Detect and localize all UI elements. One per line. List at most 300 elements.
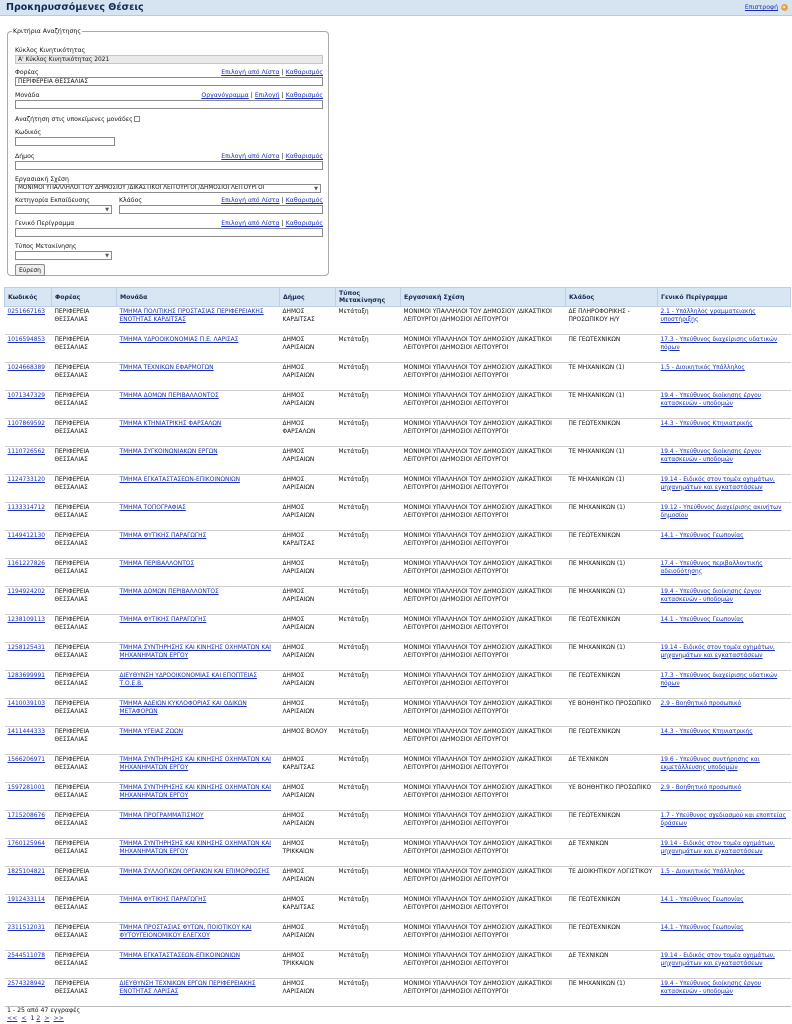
- dimos-select-from-list-link[interactable]: Επιλογή από Λίστα: [221, 153, 280, 160]
- cell-monada-link[interactable]: ΤΜΗΜΑ ΣΥΝΤΗΡΗΣΗΣ ΚΑΙ ΚΙΝΗΣΗΣ ΟΧΗΜΑΤΩΝ ΚΑΙ ΜΗΧΑΝΗΜΑΤΩΝ ΕΡΓΟΥ: [119, 757, 271, 771]
- cell-geniko-link[interactable]: 17.3 - Υπεύθυνος διαχείρισης υδατικών πόρων: [660, 673, 778, 687]
- cell-geniko-link[interactable]: 14.1 - Υπεύθυνος Γεωπονίας: [660, 617, 744, 623]
- cell-monada: [117, 475, 280, 503]
- cell-monada: [117, 783, 280, 811]
- cell-monada-link[interactable]: ΤΜΗΜΑ ΦΥΤΙΚΗΣ ΠΑΡΑΓΩΓΗΣ: [119, 897, 207, 903]
- cell-geniko: [658, 951, 791, 979]
- cell-typos: Μετάταξη: [336, 363, 401, 391]
- cell-geniko: [658, 755, 791, 783]
- cell-kodikos-link[interactable]: 1071347329: [7, 393, 45, 399]
- cell-geniko: [658, 363, 791, 391]
- monada-clear-link[interactable]: Καθαρισμός: [285, 92, 323, 99]
- cell-ergasiaki: ΜΟΝΙΜΟΙ ΥΠΑΛΛΗΛΟΙ ΤΟΥ ΔΗΜΟΣΙΟΥ /ΔΙΚΑΣΤΙΚΟΙ ΛΕΙΤΟΥΡΓΟΙ /ΔΗΜΟΣΙΟΙ ΛΕΙΤΟΥΡΓΟΙ: [401, 531, 566, 559]
- column-header-dimos[interactable]: Δήμος: [280, 288, 336, 307]
- cell-ergasiaki: ΜΟΝΙΜΟΙ ΥΠΑΛΛΗΛΟΙ ΤΟΥ ΔΗΜΟΣΙΟΥ /ΔΙΚΑΣΤΙΚΟΙ ΛΕΙΤΟΥΡΓΟΙ /ΔΗΜΟΣΙΟΙ ΛΕΙΤΟΥΡΓΟΙ: [401, 615, 566, 643]
- cell-monada-link[interactable]: ΤΜΗΜΑ ΣΥΝΤΗΡΗΣΗΣ ΚΑΙ ΚΙΝΗΣΗΣ ΟΧΗΜΑΤΩΝ ΚΑΙ ΜΗΧΑΝΗΜΑΤΩΝ ΕΡΓΟΥ: [119, 645, 271, 659]
- cell-ergasiaki: ΜΟΝΙΜΟΙ ΥΠΑΛΛΗΛΟΙ ΤΟΥ ΔΗΜΟΣΙΟΥ /ΔΙΚΑΣΤΙΚΟΙ ΛΕΙΤΟΥΡΓΟΙ /ΔΗΜΟΣΙΟΙ ΛΕΙΤΟΥΡΓΟΙ: [401, 587, 566, 615]
- cell-geniko: [658, 867, 791, 895]
- column-header-monada[interactable]: Μονάδα: [117, 288, 280, 307]
- cell-monada: [117, 699, 280, 727]
- klados-clear-link[interactable]: Καθαρισμός: [285, 197, 323, 204]
- chevron-down-icon: ▼: [105, 253, 109, 259]
- cell-monada-link[interactable]: ΤΜΗΜΑ ΠΡΟΣΤΑΣΙΑΣ ΦΥΤΩΝ, ΠΟΙΟΤΙΚΟΥ ΚΑΙ ΦΥΤΟΥΓΕΙΟΝΟΜΙΚΟΥ ΕΛΕΓΧΟΥ: [119, 925, 252, 939]
- cell-monada: [117, 951, 280, 979]
- cell-monada-link[interactable]: ΤΜΗΜΑ ΦΥΤΙΚΗΣ ΠΑΡΑΓΩΓΗΣ: [119, 533, 207, 539]
- foreas-clear-link[interactable]: Καθαρισμός: [285, 69, 323, 76]
- cell-geniko: [658, 671, 791, 699]
- monada-label: Μονάδα: [15, 92, 40, 99]
- cell-typos: Μετάταξη: [336, 503, 401, 531]
- foreas-select-from-list-link[interactable]: Επιλογή από Λίστα: [221, 69, 280, 76]
- cell-foreas: ΠΕΡΙΦΕΡΕΙΑ ΘΕΣΣΑΛΙΑΣ: [52, 531, 117, 559]
- cell-ergasiaki: ΜΟΝΙΜΟΙ ΥΠΑΛΛΗΛΟΙ ΤΟΥ ΔΗΜΟΣΙΟΥ /ΔΙΚΑΣΤΙΚΟΙ ΛΕΙΤΟΥΡΓΟΙ /ΔΗΜΟΣΙΟΙ ΛΕΙΤΟΥΡΓΟΙ: [401, 811, 566, 839]
- cell-monada-link[interactable]: ΤΜΗΜΑ ΠΕΡΙΒΑΛΛΟΝΤΟΣ: [119, 561, 195, 567]
- table-row: [5, 867, 791, 895]
- cell-kodikos-link[interactable]: 1283699991: [7, 673, 45, 679]
- cell-geniko-link[interactable]: 14.1 - Υπεύθυνος Γεωπονίας: [660, 897, 744, 903]
- cell-foreas: ΠΕΡΙΦΕΡΕΙΑ ΘΕΣΣΑΛΙΑΣ: [52, 475, 117, 503]
- cell-monada: [117, 755, 280, 783]
- cell-kodikos-link[interactable]: 1194924202: [7, 589, 45, 595]
- table-row: [5, 979, 791, 1007]
- cell-geniko-link[interactable]: 14.3 - Υπεύθυνος Κτηνιατρικής: [660, 421, 753, 427]
- back-link-label[interactable]: Επιστροφή: [744, 4, 778, 11]
- cell-typos: Μετάταξη: [336, 923, 401, 951]
- cell-kodikos-link[interactable]: 1411444333: [7, 729, 45, 735]
- cell-kodikos-link[interactable]: 1016594853: [7, 337, 45, 343]
- cell-monada-link[interactable]: ΤΜΗΜΑ ΣΥΝΤΗΡΗΣΗΣ ΚΑΙ ΚΙΝΗΣΗΣ ΟΧΗΜΑΤΩΝ ΚΑΙ ΜΗΧΑΝΗΜΑΤΩΝ ΕΡΓΟΥ: [119, 785, 271, 799]
- cell-dimos: ΔΗΜΟΣ ΤΡΙΚΚΑΙΩΝ: [280, 951, 336, 979]
- cell-kodikos-link[interactable]: 1760125964: [7, 841, 45, 847]
- dimos-input[interactable]: [15, 161, 323, 170]
- cell-klados: ΠΕ ΜΗΧΑΝΙΚΩΝ (1): [566, 503, 658, 531]
- cell-geniko: [658, 839, 791, 867]
- cell-geniko: [658, 475, 791, 503]
- cell-ergasiaki: ΜΟΝΙΜΟΙ ΥΠΑΛΛΗΛΟΙ ΤΟΥ ΔΗΜΟΣΙΟΥ /ΔΙΚΑΣΤΙΚΟΙ ΛΕΙΤΟΥΡΓΟΙ /ΔΗΜΟΣΙΟΙ ΛΕΙΤΟΥΡΓΟΙ: [401, 755, 566, 783]
- cell-geniko-link[interactable]: 19.14 - Ειδικός στον τομέα οχημάτων, μηχανημάτων και εγκαταστάσεων: [660, 645, 775, 659]
- separator: |: [250, 92, 253, 99]
- separator: |: [281, 197, 284, 204]
- cell-geniko-link[interactable]: 17.4 - Υπεύθυνος περιβαλλοντικής αδειοδότησης: [660, 561, 763, 575]
- cell-klados: ΠΕ ΓΕΩΤΕΧΝΙΚΩΝ: [566, 615, 658, 643]
- cell-monada: [117, 559, 280, 587]
- typos-label: Τύπος Μετακίνησης: [15, 243, 77, 250]
- page-header: [0, 0, 792, 16]
- cell-geniko: [658, 895, 791, 923]
- table-row: [5, 419, 791, 447]
- cell-kodikos: [5, 755, 52, 783]
- klados-links: [221, 197, 323, 204]
- cell-geniko-link[interactable]: 14.3 - Υπεύθυνος Κτηνιατρικής: [660, 729, 753, 735]
- cell-monada-link[interactable]: ΤΜΗΜΑ ΥΔΡΟΟΙΚΟΝΟΜΙΑΣ Π.Ε. ΛΑΡΙΣΑΣ: [119, 337, 239, 343]
- cell-geniko-link[interactable]: 2.1 - Υπάλληλος γραμματειακής υποστήριξης: [660, 309, 756, 323]
- pager-page-2[interactable]: 2: [36, 1015, 41, 1022]
- monada-org-chart-link[interactable]: Οργανόγραμμα: [201, 92, 249, 99]
- cell-kodikos: [5, 307, 52, 335]
- cell-geniko-link[interactable]: 19.14 - Ειδικός στον τομέα οχημάτων, μηχανημάτων και εγκαταστάσεων: [660, 477, 775, 491]
- cell-geniko-link[interactable]: 19.14 - Ειδικός στον τομέα οχημάτων, μηχανημάτων και εγκαταστάσεων: [660, 953, 775, 967]
- table-row: [5, 727, 791, 755]
- cell-geniko-link[interactable]: 19.4 - Υπεύθυνος διοίκησης έργου κατασκευών - υποδομών: [660, 981, 762, 995]
- cell-kodikos-link[interactable]: 1149412130: [7, 533, 45, 539]
- foreas-input[interactable]: ΠΕΡΙΦΕΡΕΙΑ ΘΕΣΣΑΛΙΑΣ: [15, 77, 323, 86]
- table-row: [5, 811, 791, 839]
- foreas-label: Φορέας: [15, 69, 39, 76]
- cell-klados: ΤΕ ΜΗΧΑΝΙΚΩΝ (1): [566, 363, 658, 391]
- back-arrow-icon: [781, 4, 788, 11]
- cell-monada-link[interactable]: ΤΜΗΜΑ ΕΓΚΑΤΑΣΤΑΣΕΩΝ-ΕΠΙΚΟΙΝΩΝΙΩΝ: [119, 477, 241, 483]
- cell-geniko: [658, 419, 791, 447]
- cell-geniko: [658, 307, 791, 335]
- monada-links: [201, 92, 323, 99]
- cell-foreas: ΠΕΡΙΦΕΡΕΙΑ ΘΕΣΣΑΛΙΑΣ: [52, 783, 117, 811]
- cell-kodikos-link[interactable]: 1825104821: [7, 869, 45, 875]
- cell-ergasiaki: ΜΟΝΙΜΟΙ ΥΠΑΛΛΗΛΟΙ ΤΟΥ ΔΗΜΟΣΙΟΥ /ΔΙΚΑΣΤΙΚΟΙ ΛΕΙΤΟΥΡΓΟΙ /ΔΗΜΟΣΙΟΙ ΛΕΙΤΟΥΡΓΟΙ: [401, 307, 566, 335]
- cell-foreas: ΠΕΡΙΦΕΡΕΙΑ ΘΕΣΣΑΛΙΑΣ: [52, 811, 117, 839]
- cell-geniko-link[interactable]: 2.9 - Βοηθητικό προσωπικό: [660, 701, 742, 707]
- cell-typos: Μετάταξη: [336, 951, 401, 979]
- cell-foreas: ΠΕΡΙΦΕΡΕΙΑ ΘΕΣΣΑΛΙΑΣ: [52, 363, 117, 391]
- cell-monada: [117, 335, 280, 363]
- cell-foreas: ΠΕΡΙΦΕΡΕΙΑ ΘΕΣΣΑΛΙΑΣ: [52, 727, 117, 755]
- column-header-typos[interactable]: Τύπος Μετακίνησης: [336, 288, 401, 307]
- cell-monada-link[interactable]: ΤΜΗΜΑ ΔΟΜΩΝ ΠΕΡΙΒΑΛΛΟΝΤΟΣ: [119, 393, 219, 399]
- cell-monada-link[interactable]: ΤΜΗΜΑ ΤΟΠΟΓΡΑΦΙΑΣ: [119, 505, 186, 511]
- cell-kodikos: [5, 531, 52, 559]
- cell-kodikos-link[interactable]: 1110726562: [7, 449, 45, 455]
- results-summary: 1 - 25 από 47 εγγραφές: [7, 1007, 81, 1014]
- table-row: [5, 391, 791, 419]
- sub-units-label: Αναζήτηση στις υποκείμενες μονάδες: [15, 116, 133, 123]
- cell-kodikos-link[interactable]: 1410039103: [7, 701, 45, 707]
- cell-geniko: [658, 447, 791, 475]
- cell-geniko: [658, 783, 791, 811]
- cell-dimos: ΔΗΜΟΣ ΚΑΡΔΙΤΣΑΣ: [280, 307, 336, 335]
- cell-klados: ΠΕ ΓΕΩΤΕΧΝΙΚΩΝ: [566, 727, 658, 755]
- cell-kodikos: [5, 335, 52, 363]
- cell-geniko-link[interactable]: 19.4 - Υπεύθυνος διοίκησης έργου κατασκευών - υποδομών: [660, 589, 762, 603]
- cell-klados: ΔΕ ΠΛΗΡΟΦΟΡΙΚΗΣ - ΠΡΟΣΩΠΙΚΟΥ Η/Υ: [566, 307, 658, 335]
- column-header-klados[interactable]: Κλάδος: [566, 288, 658, 307]
- cell-monada-link[interactable]: ΤΜΗΜΑ ΥΓΕΙΑΣ ΖΩΩΝ: [119, 729, 184, 735]
- pager-prev[interactable]: <: [21, 1015, 27, 1022]
- cell-foreas: ΠΕΡΙΦΕΡΕΙΑ ΘΕΣΣΑΛΙΑΣ: [52, 979, 117, 1007]
- chevron-down-icon: ▼: [105, 207, 109, 213]
- cell-kodikos-link[interactable]: 1566206971: [7, 757, 45, 763]
- cell-typos: Μετάταξη: [336, 699, 401, 727]
- cell-dimos: ΔΗΜΟΣ ΚΑΡΔΙΤΣΑΣ: [280, 755, 336, 783]
- ergasiaki-select[interactable]: [15, 184, 321, 193]
- cell-geniko: [658, 391, 791, 419]
- cell-klados: ΠΕ ΜΗΧΑΝΙΚΩΝ (1): [566, 587, 658, 615]
- cell-kodikos: [5, 979, 52, 1007]
- search-criteria-panel: [7, 28, 329, 276]
- cell-kodikos: [5, 503, 52, 531]
- cell-monada-link[interactable]: ΤΜΗΜΑ ΕΓΚΑΤΑΣΤΑΣΕΩΝ-ΕΠΙΚΟΙΝΩΝΙΩΝ: [119, 953, 241, 959]
- geniko-clear-link[interactable]: Καθαρισμός: [285, 220, 323, 227]
- cell-dimos: ΔΗΜΟΣ ΛΑΡΙΣΑΙΩΝ: [280, 475, 336, 503]
- geniko-select-from-list-link[interactable]: Επιλογή από Λίστα: [221, 220, 280, 227]
- cell-kodikos: [5, 391, 52, 419]
- cell-kodikos-link[interactable]: 1238109113: [7, 617, 45, 623]
- cell-geniko: [658, 923, 791, 951]
- cell-foreas: ΠΕΡΙΦΕΡΕΙΑ ΘΕΣΣΑΛΙΑΣ: [52, 671, 117, 699]
- cell-klados: ΥΕ ΒΟΗΘΗΤΙΚΟ ΠΡΟΣΩΠΙΚΟ: [566, 699, 658, 727]
- cell-dimos: ΔΗΜΟΣ ΛΑΡΙΣΑΙΩΝ: [280, 587, 336, 615]
- table-row: [5, 699, 791, 727]
- sub-units-checkbox[interactable]: [134, 116, 140, 122]
- separator: |: [281, 92, 284, 99]
- cell-ergasiaki: ΜΟΝΙΜΟΙ ΥΠΑΛΛΗΛΟΙ ΤΟΥ ΔΗΜΟΣΙΟΥ /ΔΙΚΑΣΤΙΚΟΙ ΛΕΙΤΟΥΡΓΟΙ /ΔΗΜΟΣΙΟΙ ΛΕΙΤΟΥΡΓΟΙ: [401, 335, 566, 363]
- pager-last[interactable]: >>: [53, 1015, 64, 1022]
- search-button[interactable]: Εύρεση: [15, 264, 45, 276]
- cell-monada: [117, 587, 280, 615]
- cell-typos: Μετάταξη: [336, 839, 401, 867]
- cell-kodikos-link[interactable]: 1258125431: [7, 645, 45, 651]
- cell-monada: [117, 363, 280, 391]
- cell-ergasiaki: ΜΟΝΙΜΟΙ ΥΠΑΛΛΗΛΟΙ ΤΟΥ ΔΗΜΟΣΙΟΥ /ΔΙΚΑΣΤΙΚΟΙ ΛΕΙΤΟΥΡΓΟΙ /ΔΗΜΟΣΙΟΙ ΛΕΙΤΟΥΡΓΟΙ: [401, 419, 566, 447]
- table-row: [5, 363, 791, 391]
- pager-first[interactable]: <<: [7, 1015, 18, 1022]
- cell-typos: Μετάταξη: [336, 475, 401, 503]
- cell-monada-link[interactable]: ΤΜΗΜΑ ΔΟΜΩΝ ΠΕΡΙΒΑΛΛΟΝΤΟΣ: [119, 589, 219, 595]
- cell-monada-link[interactable]: ΤΜΗΜΑ ΤΕΧΝΙΚΩΝ ΕΦΑΡΜΟΓΩΝ: [119, 365, 214, 371]
- cell-dimos: ΔΗΜΟΣ ΛΑΡΙΣΑΙΩΝ: [280, 447, 336, 475]
- cell-typos: Μετάταξη: [336, 335, 401, 363]
- table-row: [5, 531, 791, 559]
- cell-typos: Μετάταξη: [336, 671, 401, 699]
- cell-monada: [117, 307, 280, 335]
- cell-geniko: [658, 727, 791, 755]
- back-link[interactable]: [745, 4, 788, 11]
- cell-geniko: [658, 531, 791, 559]
- cell-monada: [117, 727, 280, 755]
- separator: |: [281, 69, 284, 76]
- cell-dimos: ΔΗΜΟΣ ΛΑΡΙΣΑΙΩΝ: [280, 979, 336, 1007]
- cell-typos: Μετάταξη: [336, 419, 401, 447]
- table-row: [5, 587, 791, 615]
- cell-dimos: ΔΗΜΟΣ ΤΡΙΚΚΑΙΩΝ: [280, 839, 336, 867]
- cell-ergasiaki: ΜΟΝΙΜΟΙ ΥΠΑΛΛΗΛΟΙ ΤΟΥ ΔΗΜΟΣΙΟΥ /ΔΙΚΑΣΤΙΚΟΙ ΛΕΙΤΟΥΡΓΟΙ /ΔΗΜΟΣΙΟΙ ΛΕΙΤΟΥΡΓΟΙ: [401, 923, 566, 951]
- column-header-geniko[interactable]: Γενικό Περίγραμμα: [658, 288, 791, 307]
- cell-typos: Μετάταξη: [336, 727, 401, 755]
- cell-geniko-link[interactable]: 14.1 - Υπεύθυνος Γεωπονίας: [660, 925, 744, 931]
- cell-foreas: ΠΕΡΙΦΕΡΕΙΑ ΘΕΣΣΑΛΙΑΣ: [52, 447, 117, 475]
- cell-dimos: ΔΗΜΟΣ ΛΑΡΙΣΑΙΩΝ: [280, 363, 336, 391]
- cell-monada-link[interactable]: ΤΜΗΜΑ ΣΥΛΛΟΓΙΚΩΝ ΟΡΓΑΝΩΝ ΚΑΙ ΕΠΙΜΟΡΦΩΣΗΣ: [119, 869, 270, 875]
- klados-select-from-list-link[interactable]: Επιλογή από Λίστα: [221, 197, 280, 204]
- column-header-ergasiaki[interactable]: Εργασιακή Σχέση: [401, 288, 566, 307]
- cell-ergasiaki: ΜΟΝΙΜΟΙ ΥΠΑΛΛΗΛΟΙ ΤΟΥ ΔΗΜΟΣΙΟΥ /ΔΙΚΑΣΤΙΚΟΙ ΛΕΙΤΟΥΡΓΟΙ /ΔΗΜΟΣΙΟΙ ΛΕΙΤΟΥΡΓΟΙ: [401, 895, 566, 923]
- cell-dimos: ΔΗΜΟΣ ΛΑΡΙΣΑΙΩΝ: [280, 643, 336, 671]
- cell-klados: ΠΕ ΓΕΩΤΕΧΝΙΚΩΝ: [566, 335, 658, 363]
- cell-kodikos: [5, 951, 52, 979]
- cell-dimos: ΔΗΜΟΣ ΛΑΡΙΣΑΙΩΝ: [280, 867, 336, 895]
- cell-klados: ΠΕ ΓΕΩΤΕΧΝΙΚΩΝ: [566, 811, 658, 839]
- cell-kodikos-link[interactable]: 2574328942: [7, 981, 45, 987]
- dimos-label: Δήμος: [15, 153, 35, 160]
- cell-dimos: ΔΗΜΟΣ ΚΑΡΔΙΤΣΑΣ: [280, 895, 336, 923]
- column-header-foreas[interactable]: Φορέας: [52, 288, 117, 307]
- klados-input[interactable]: [119, 205, 323, 214]
- table-row: [5, 839, 791, 867]
- cell-geniko: [658, 335, 791, 363]
- cell-geniko-link[interactable]: 1.5 - Διοικητικός Υπάλληλος: [660, 869, 745, 875]
- cell-kodikos-link[interactable]: 1124733120: [7, 477, 45, 483]
- cell-klados: ΤΕ ΜΗΧΑΝΙΚΩΝ (1): [566, 475, 658, 503]
- cell-ergasiaki: ΜΟΝΙΜΟΙ ΥΠΑΛΛΗΛΟΙ ΤΟΥ ΔΗΜΟΣΙΟΥ /ΔΙΚΑΣΤΙΚΟΙ ΛΕΙΤΟΥΡΓΟΙ /ΔΗΜΟΣΙΟΙ ΛΕΙΤΟΥΡΓΟΙ: [401, 671, 566, 699]
- cell-monada: [117, 419, 280, 447]
- separator: |: [281, 220, 284, 227]
- cell-klados: ΠΕ ΓΕΩΤΕΧΝΙΚΩΝ: [566, 419, 658, 447]
- cell-typos: Μετάταξη: [336, 643, 401, 671]
- pager-next[interactable]: >: [44, 1015, 50, 1022]
- cell-monada: [117, 671, 280, 699]
- cell-monada-link[interactable]: ΤΜΗΜΑ ΦΥΤΙΚΗΣ ΠΑΡΑΓΩΓΗΣ: [119, 617, 207, 623]
- cell-geniko-link[interactable]: 19.6 - Υπεύθυνος συντήρησης και εκμετάλλευσης υποδομών: [660, 757, 760, 771]
- cell-klados: ΤΕ ΜΗΧΑΝΙΚΩΝ (1): [566, 391, 658, 419]
- cell-dimos: ΔΗΜΟΣ ΛΑΡΙΣΑΙΩΝ: [280, 503, 336, 531]
- cell-dimos: ΔΗΜΟΣ ΛΑΡΙΣΑΙΩΝ: [280, 811, 336, 839]
- cell-klados: ΤΕ ΔΙΟΙΚΗΤΙΚΟΥ ΛΟΓΙΣΤΙΚΟΥ: [566, 867, 658, 895]
- monada-select-link[interactable]: Επιλογή: [254, 92, 280, 99]
- cell-dimos: ΔΗΜΟΣ ΛΑΡΙΣΑΙΩΝ: [280, 671, 336, 699]
- table-row: [5, 503, 791, 531]
- ergasiaki-selected-value: ΜΟΝΙΜΟΙ ΥΠΑΛΛΗΛΟΙ ΤΟΥ ΔΗΜΟΣΙΟΥ /ΔΙΚΑΣΤΙΚΟΙ ΛΕΙΤΟΥΡΓΟΙ /ΔΗΜΟΣΙΟΙ ΛΕΙΤΟΥΡΓΟΙ: [18, 185, 265, 191]
- cell-monada-link[interactable]: ΔΙΕΥΘΥΝΣΗ ΥΔΡΟΟΙΚΟΝΟΜΙΑΣ ΚΑΙ ΕΠΟΠΤΕΙΑΣ Τ.Ο.Ε.Β.: [119, 673, 257, 687]
- cell-geniko-link[interactable]: 17.3 - Υπεύθυνος διαχείρισης υδατικών πόρων: [660, 337, 778, 351]
- cell-geniko-link[interactable]: 19.14 - Ειδικός στον τομέα οχημάτων, μηχανημάτων και εγκαταστάσεων: [660, 841, 775, 855]
- table-row: [5, 307, 791, 335]
- monada-input[interactable]: [15, 100, 323, 109]
- cell-geniko: [658, 643, 791, 671]
- cell-monada: [117, 979, 280, 1007]
- cycle-label: Κύκλος Κινητικότητας: [15, 47, 86, 54]
- cell-geniko-link[interactable]: 1.7 - Υπεύθυνος σχεδιασμού και εποπτείας δράσεων: [660, 813, 787, 827]
- cell-geniko-link[interactable]: 19.4 - Υπεύθυνος διοίκησης έργου κατασκευών - υποδομών: [660, 393, 762, 407]
- pager-current-page: 1: [30, 1015, 35, 1022]
- table-row: [5, 671, 791, 699]
- cell-kodikos-link[interactable]: 2311512031: [7, 925, 45, 931]
- cell-monada: [117, 867, 280, 895]
- table-row: [5, 783, 791, 811]
- cell-kodikos: [5, 559, 52, 587]
- cell-ergasiaki: ΜΟΝΙΜΟΙ ΥΠΑΛΛΗΛΟΙ ΤΟΥ ΔΗΜΟΣΙΟΥ /ΔΙΚΑΣΤΙΚΟΙ ΛΕΙΤΟΥΡΓΟΙ /ΔΗΜΟΣΙΟΙ ΛΕΙΤΟΥΡΓΟΙ: [401, 475, 566, 503]
- cell-monada: [117, 447, 280, 475]
- kodikos-input[interactable]: [15, 137, 115, 146]
- cycle-input: Α' Κύκλος Κινητικότητας 2021: [15, 55, 323, 64]
- katigoria-select[interactable]: [15, 205, 112, 214]
- typos-select[interactable]: [15, 251, 112, 260]
- cell-typos: Μετάταξη: [336, 979, 401, 1007]
- cell-foreas: ΠΕΡΙΦΕΡΕΙΑ ΘΕΣΣΑΛΙΑΣ: [52, 503, 117, 531]
- cell-monada-link[interactable]: ΤΜΗΜΑ ΠΟΛΙΤΙΚΗΣ ΠΡΟΣΤΑΣΙΑΣ ΠΕΡΙΦΕΡΕΙΑΚΗΣ ΕΝΟΤΗΤΑΣ ΚΑΡΔΙΤΣΑΣ: [119, 309, 264, 323]
- cell-monada-link[interactable]: ΔΙΕΥΘΥΝΣΗ ΤΕΧΝΙΚΩΝ ΕΡΓΩΝ ΠΕΡΙΦΕΡΕΙΑΚΗΣ ΕΝΟΤΗΤΑΣ ΛΑΡΙΣΑΣ: [119, 981, 256, 995]
- cell-typos: Μετάταξη: [336, 755, 401, 783]
- search-criteria-legend: Κριτήρια Αναζήτησης: [13, 28, 81, 35]
- cell-geniko-link[interactable]: 2.9 - Βοηθητικό προσωπικό: [660, 785, 742, 791]
- cell-geniko-link[interactable]: 19.12 - Υπεύθυνος Διαχείρισης ακινήτων δημοσίου: [660, 505, 782, 519]
- cell-kodikos-link[interactable]: 1133314712: [7, 505, 45, 511]
- cell-kodikos: [5, 839, 52, 867]
- cell-dimos: ΔΗΜΟΣ ΚΑΡΔΙΤΣΑΣ: [280, 531, 336, 559]
- cell-dimos: ΔΗΜΟΣ ΛΑΡΙΣΑΙΩΝ: [280, 559, 336, 587]
- cell-kodikos-link[interactable]: 1024668389: [7, 365, 45, 371]
- cell-kodikos-link[interactable]: 2544511078: [7, 953, 45, 959]
- cell-kodikos-link[interactable]: 0251667163: [7, 309, 45, 315]
- cell-geniko-link[interactable]: 14.1 - Υπεύθυνος Γεωπονίας: [660, 533, 744, 539]
- cell-monada: [117, 895, 280, 923]
- table-row: [5, 923, 791, 951]
- cell-foreas: ΠΕΡΙΦΕΡΕΙΑ ΘΕΣΣΑΛΙΑΣ: [52, 559, 117, 587]
- cell-monada-link[interactable]: ΤΜΗΜΑ ΚΤΗΝΙΑΤΡΙΚΗΣ ΦΑΡΣΑΛΩΝ: [119, 421, 222, 427]
- cell-monada: [117, 531, 280, 559]
- table-header-row: [5, 288, 791, 307]
- cell-kodikos-link[interactable]: 1597281001: [7, 785, 45, 791]
- cell-klados: ΔΕ ΤΕΧΝΙΚΩΝ: [566, 755, 658, 783]
- cell-typos: Μετάταξη: [336, 615, 401, 643]
- cell-kodikos-link[interactable]: 1161227826: [7, 561, 45, 567]
- cell-kodikos-link[interactable]: 1912433114: [7, 897, 45, 903]
- cell-kodikos: [5, 783, 52, 811]
- cell-dimos: ΔΗΜΟΣ ΦΑΡΣΑΛΩΝ: [280, 419, 336, 447]
- cell-dimos: ΔΗΜΟΣ ΒΟΛΟΥ: [280, 727, 336, 755]
- cell-monada-link[interactable]: ΤΜΗΜΑ ΣΥΝΤΗΡΗΣΗΣ ΚΑΙ ΚΙΝΗΣΗΣ ΟΧΗΜΑΤΩΝ ΚΑΙ ΜΗΧΑΝΗΜΑΤΩΝ ΕΡΓΟΥ: [119, 841, 271, 855]
- cell-ergasiaki: ΜΟΝΙΜΟΙ ΥΠΑΛΛΗΛΟΙ ΤΟΥ ΔΗΜΟΣΙΟΥ /ΔΙΚΑΣΤΙΚΟΙ ΛΕΙΤΟΥΡΓΟΙ /ΔΗΜΟΣΙΟΙ ΛΕΙΤΟΥΡΓΟΙ: [401, 951, 566, 979]
- cell-kodikos: [5, 419, 52, 447]
- cell-monada-link[interactable]: ΤΜΗΜΑ ΣΥΓΚΟΙΝΩΝΙΑΚΩΝ ΕΡΓΩΝ: [119, 449, 218, 455]
- cell-monada-link[interactable]: ΤΜΗΜΑ ΑΔΕΙΩΝ ΚΥΚΛΟΦΟΡΙΑΣ ΚΑΙ ΟΔΙΚΩΝ ΜΕΤΑΦΟΡΩΝ: [119, 701, 247, 715]
- results-table: [4, 287, 791, 1007]
- cell-ergasiaki: ΜΟΝΙΜΟΙ ΥΠΑΛΛΗΛΟΙ ΤΟΥ ΔΗΜΟΣΙΟΥ /ΔΙΚΑΣΤΙΚΟΙ ΛΕΙΤΟΥΡΓΟΙ /ΔΗΜΟΣΙΟΙ ΛΕΙΤΟΥΡΓΟΙ: [401, 447, 566, 475]
- cell-geniko: [658, 615, 791, 643]
- cell-geniko-link[interactable]: 19.4 - Υπεύθυνος διοίκησης έργου κατασκευών - υποδομών: [660, 449, 762, 463]
- dimos-clear-link[interactable]: Καθαρισμός: [285, 153, 323, 160]
- cell-monada: [117, 391, 280, 419]
- cell-typos: Μετάταξη: [336, 531, 401, 559]
- cell-kodikos: [5, 867, 52, 895]
- column-header-kodikos[interactable]: Κωδικός: [5, 288, 52, 307]
- cell-dimos: ΔΗΜΟΣ ΛΑΡΙΣΑΙΩΝ: [280, 391, 336, 419]
- cell-dimos: ΔΗΜΟΣ ΛΑΡΙΣΑΙΩΝ: [280, 615, 336, 643]
- cell-geniko-link[interactable]: 1.5 - Διοικητικός Υπάλληλος: [660, 365, 745, 371]
- table-row: [5, 755, 791, 783]
- geniko-input[interactable]: [15, 228, 323, 237]
- cell-typos: Μετάταξη: [336, 391, 401, 419]
- cell-klados: ΠΕ ΜΗΧΑΝΙΚΩΝ (1): [566, 643, 658, 671]
- cell-monada: [117, 811, 280, 839]
- geniko-label: Γενικό Περίγραμμα: [15, 220, 75, 227]
- cell-dimos: ΔΗΜΟΣ ΛΑΡΙΣΑΙΩΝ: [280, 699, 336, 727]
- cell-typos: Μετάταξη: [336, 811, 401, 839]
- cell-ergasiaki: ΜΟΝΙΜΟΙ ΥΠΑΛΛΗΛΟΙ ΤΟΥ ΔΗΜΟΣΙΟΥ /ΔΙΚΑΣΤΙΚΟΙ ΛΕΙΤΟΥΡΓΟΙ /ΔΗΜΟΣΙΟΙ ΛΕΙΤΟΥΡΓΟΙ: [401, 363, 566, 391]
- cell-klados: ΥΕ ΒΟΗΘΗΤΙΚΟ ΠΡΟΣΩΠΙΚΟ: [566, 783, 658, 811]
- table-row: [5, 447, 791, 475]
- cell-kodikos-link[interactable]: 1715208676: [7, 813, 45, 819]
- cell-dimos: ΔΗΜΟΣ ΛΑΡΙΣΑΙΩΝ: [280, 923, 336, 951]
- cell-foreas: ΠΕΡΙΦΕΡΕΙΑ ΘΕΣΣΑΛΙΑΣ: [52, 643, 117, 671]
- cell-monada: [117, 839, 280, 867]
- kodikos-label: Κωδικός: [15, 129, 42, 136]
- cell-monada-link[interactable]: ΤΜΗΜΑ ΠΡΟΓΡΑΜΜΑΤΙΣΜΟΥ: [119, 813, 204, 819]
- cell-ergasiaki: ΜΟΝΙΜΟΙ ΥΠΑΛΛΗΛΟΙ ΤΟΥ ΔΗΜΟΣΙΟΥ /ΔΙΚΑΣΤΙΚΟΙ ΛΕΙΤΟΥΡΓΟΙ /ΔΗΜΟΣΙΟΙ ΛΕΙΤΟΥΡΓΟΙ: [401, 979, 566, 1007]
- pager: [7, 1015, 80, 1023]
- cell-ergasiaki: ΜΟΝΙΜΟΙ ΥΠΑΛΛΗΛΟΙ ΤΟΥ ΔΗΜΟΣΙΟΥ /ΔΙΚΑΣΤΙΚΟΙ ΛΕΙΤΟΥΡΓΟΙ /ΔΗΜΟΣΙΟΙ ΛΕΙΤΟΥΡΓΟΙ: [401, 783, 566, 811]
- table-row: [5, 615, 791, 643]
- cell-kodikos-link[interactable]: 1107869592: [7, 421, 45, 427]
- chevron-down-icon: ▼: [314, 186, 318, 192]
- cell-kodikos: [5, 643, 52, 671]
